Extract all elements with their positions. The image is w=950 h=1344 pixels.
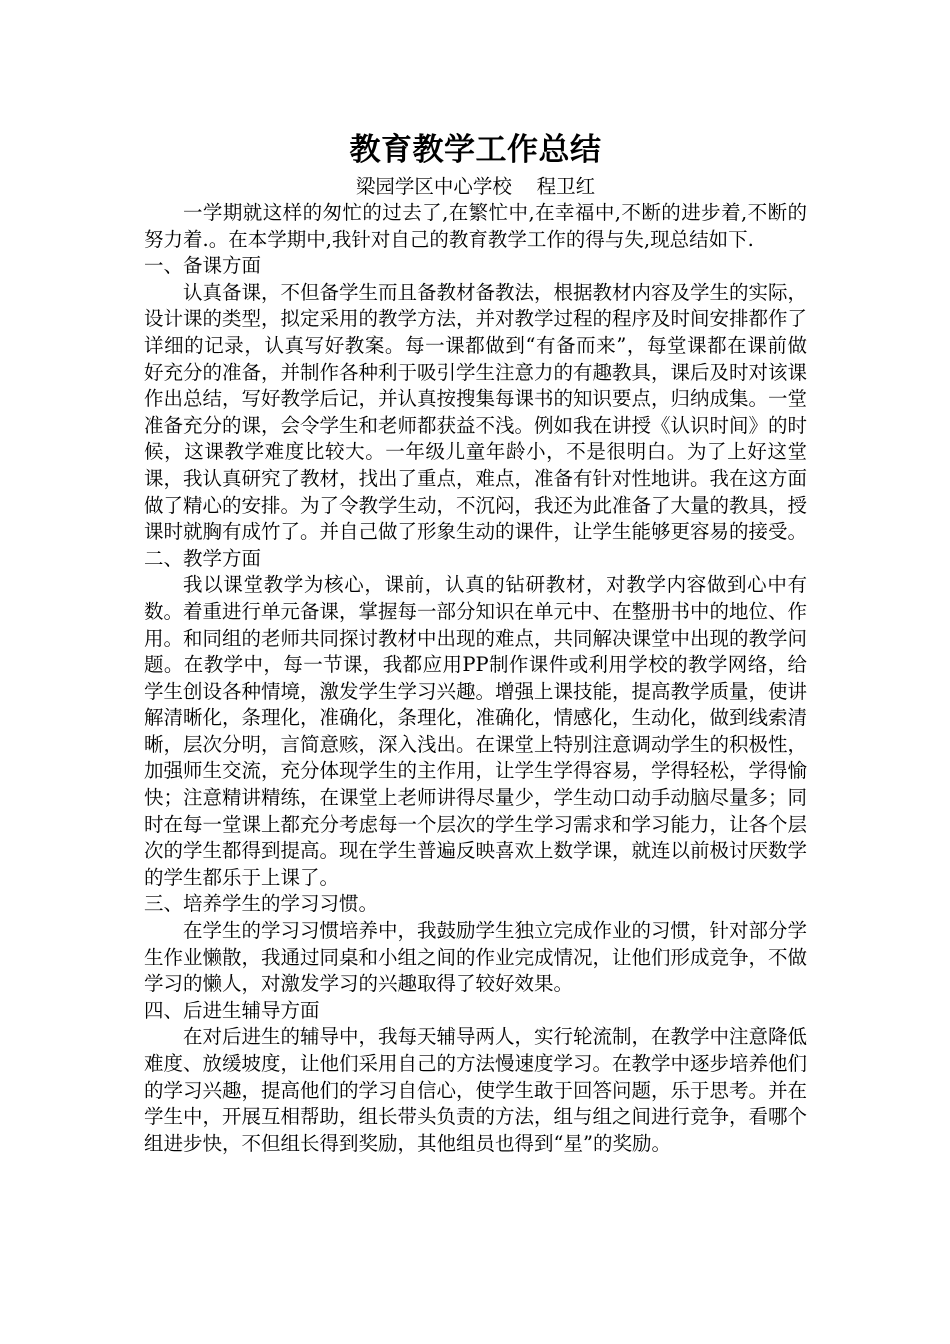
- section-body: 我以课堂教学为核心，课前，认真的钻研教材，对教学内容做到心中有数。着重进行单元备课，掌握每一部分知识在单元中、在整册书中的地位、作用。和同组的老师共同探讨教材中出现的难点，共同解决课堂中出现的教学问题。在教学中，每一节课，我都应用PP制作课件或利用学校的教学网络，给学生创设各种情境，激发学生学习兴趣。增强上课技能，提高教学质量，使讲解清晰化，条理化，准确化，条理化，准确化，情感化，生动化，做到线索清晰，层次分明，言简意赅，深入浅出。在课堂上特别注意调动学生的积极性，加强师生交流，充分体现学生的主作用，让学生学得容易，学得轻松，学得愉快；注意精讲精练，在课堂上老师讲得尽量少，学生动口动手动脑尽量多；同时在每一堂课上都充分考虑每一个层次的学生学习需求和学习能力，让各个层次的学生都得到提高。现在学生普遍反映喜欢上数学课，就连以前极讨厌数学的学生都乐于上课了。: [144, 573, 808, 889]
- document-title: 教育教学工作总结: [349, 132, 602, 168]
- section-body: 在学生的学习习惯培养中，我鼓励学生独立完成作业的习惯，针对部分学生作业懒散，我通过同桌和小组之间的作业完成情况，让他们形成竞争，不做学习的懒人，对激发学习的兴趣取得了较好效果。: [144, 919, 808, 996]
- section-heading: 一、备课方面: [144, 254, 262, 278]
- section-body: 认真备课，不但备学生而且备教材备教法，根据教材内容及学生的实际，设计课的类型，拟定采用的教学方法，并对教学过程的程序及时间安排都作了详细的记录，认真写好教案。每一课都做到“有备而来”，每堂课都在课前做好充分的准备，并制作各种利于吸引学生注意力的有趣教具，课后及时对该课作出总结，写好教学后记，并认真按搜集每课书的知识要点，归纳成集。一堂准备充分的课，会令学生和老师都获益不浅。例如我在讲授《认识时间》的时候，这课教学难度比较大。一年级儿童年龄小，不是很明白。为了上好这堂课，我认真研究了教材，找出了重点，难点，准备有针对性地讲。我在这方面做了精心的安排。为了令教学生动，不沉闷，我还为此准备了大量的教具，授课时就胸有成竹了。并自己做了形象生动的课件，让学生能够更容易的接受。: [144, 280, 808, 544]
- section-heading: 四、后进生辅导方面: [144, 998, 320, 1022]
- section-heading: 三、培养学生的学习习惯。: [144, 892, 379, 916]
- document-page: [144, 128, 807, 1157]
- section-heading: 二、教学方面: [144, 546, 262, 570]
- author-line: 梁园学区中心学校 程卫红: [355, 175, 596, 198]
- section-tutoring: [144, 998, 807, 1158]
- intro-paragraph: 一学期就这样的匆忙的过去了,在繁忙中,在幸福中,不断的进步着,不断的努力着.。在本学期中,我针对自己的教育教学工作的得与失,现总结如下.: [144, 201, 807, 251]
- section-study-habits: [144, 891, 807, 997]
- section-lesson-prep: [144, 253, 807, 546]
- section-body: 在对后进生的辅导中，我每天辅导两人，实行轮流制，在教学中注意降低难度、放缓坡度，让他们采用自己的方法慢速度学习。在教学中逐步培养他们的学习兴趣，提高他们的学习自信心，使学生敢于回答问题，乐于思考。并在学生中，开展互相帮助，组长带头负责的方法，组与组之间进行竞争，看哪个组进步快，不但组长得到奖励，其他组员也得到“星”的奖励。: [144, 1025, 808, 1155]
- section-teaching: [144, 546, 807, 892]
